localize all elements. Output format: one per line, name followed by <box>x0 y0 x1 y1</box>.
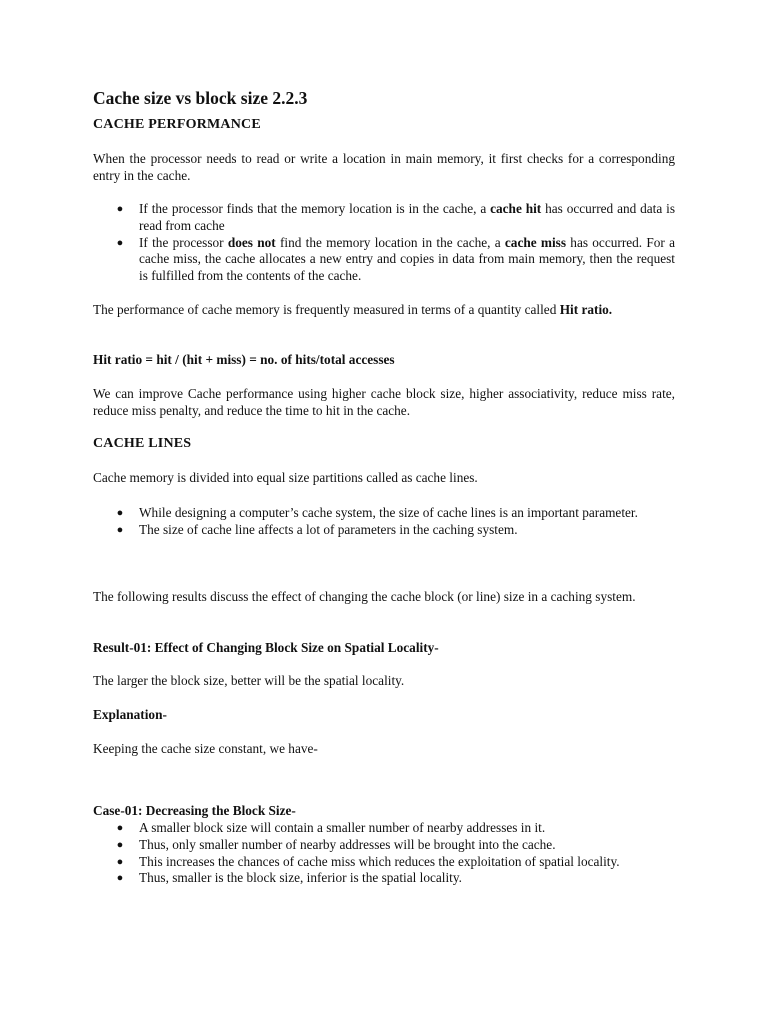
performance-text: The performance of cache memory is frequently measured in terms of a quantity called <box>93 302 560 317</box>
list-case-01 <box>93 820 675 887</box>
bullet1-text: If the processor finds that the memory location is in the cache, a <box>139 201 491 216</box>
hit-ratio-term: Hit ratio. <box>559 302 613 317</box>
bullet-icon: ● <box>116 523 124 536</box>
result-heading: Result-01: Effect of Changing Block Size on Spatial Locality- <box>93 640 439 655</box>
hit-ratio-formula: Hit ratio = hit / (hit + miss) = no. of hits/total accesses <box>93 352 395 367</box>
list-item-text: A smaller block size will contain a smaller number of nearby addresses in it. <box>139 820 546 835</box>
list-item <box>93 522 675 539</box>
paragraph-cache-lines-intro: Cache memory is divided into equal size partitions called as cache lines. <box>93 470 478 485</box>
cache-hit-term: cache hit <box>490 201 542 216</box>
explanation-heading: Explanation- <box>93 707 167 722</box>
list-item-text: This increases the chances of cache miss which reduces the exploitation of spatial locality. <box>139 853 620 869</box>
heading-cache-performance: CACHE PERFORMANCE <box>93 117 261 132</box>
list-item <box>93 235 675 285</box>
list-item <box>93 505 675 522</box>
list-item-text: Thus, smaller is the block size, inferior is the spatial locality. <box>139 870 462 886</box>
page-title: Cache size vs block size 2.2.3 <box>93 88 308 108</box>
bullet-icon: ● <box>116 872 124 885</box>
paragraph-intro: When the processor needs to read or write a location in main memory, it first checks for a corresponding entry in the cache. <box>93 151 675 183</box>
bullet2-text-mid: find the memory location in the cache, a <box>275 234 505 250</box>
list-item-text: Thus, only smaller number of nearby addresses will be brought into the cache. <box>139 836 556 852</box>
list-item <box>93 837 675 854</box>
bullet-icon: ● <box>116 236 124 249</box>
list-item <box>93 201 675 235</box>
bullet-icon: ● <box>116 507 124 519</box>
does-not-term: does not <box>227 234 276 250</box>
bullet-icon: ● <box>116 203 124 215</box>
paragraph-performance <box>93 302 675 319</box>
bullet-icon: ● <box>116 838 124 851</box>
list-item <box>93 870 675 887</box>
paragraph-improve: We can improve Cache performance using higher cache block size, higher associativity, reduce miss rate, reduce miss penalty, and reduce the time to hit in the cache. <box>93 386 675 418</box>
bullet2-text: If the processor <box>139 234 228 250</box>
result-text: The larger the block size, better will be the spatial locality. <box>93 673 405 688</box>
list-item-text: While designing a computer’s cache system, the size of cache lines is an important parameter. <box>139 505 638 520</box>
explanation-text: Keeping the cache size constant, we have- <box>93 741 318 756</box>
bullet1-text-end: has occurred and data is read from cache <box>139 201 675 233</box>
list-item-text: The size of cache line affects a lot of parameters in the caching system. <box>139 521 518 537</box>
cache-miss-term: cache miss <box>504 234 567 250</box>
bullet-icon: ● <box>116 822 124 834</box>
bullet2-text-end: has occurred. For a cache miss, the cache allocates a new entry and copies in data from main memory, then the request is fulfilled from the contents of the cache. <box>139 234 676 284</box>
case-heading: Case-01: Decreasing the Block Size- <box>93 803 296 818</box>
list-cache-hit-miss <box>93 201 675 285</box>
list-item <box>93 854 675 871</box>
list-cache-lines <box>93 505 675 539</box>
heading-cache-lines: CACHE LINES <box>93 436 192 451</box>
bullet-icon: ● <box>116 855 124 868</box>
paragraph-following: The following results discuss the effect of changing the cache block (or line) size in a caching system. <box>93 589 636 604</box>
list-item <box>93 820 675 837</box>
